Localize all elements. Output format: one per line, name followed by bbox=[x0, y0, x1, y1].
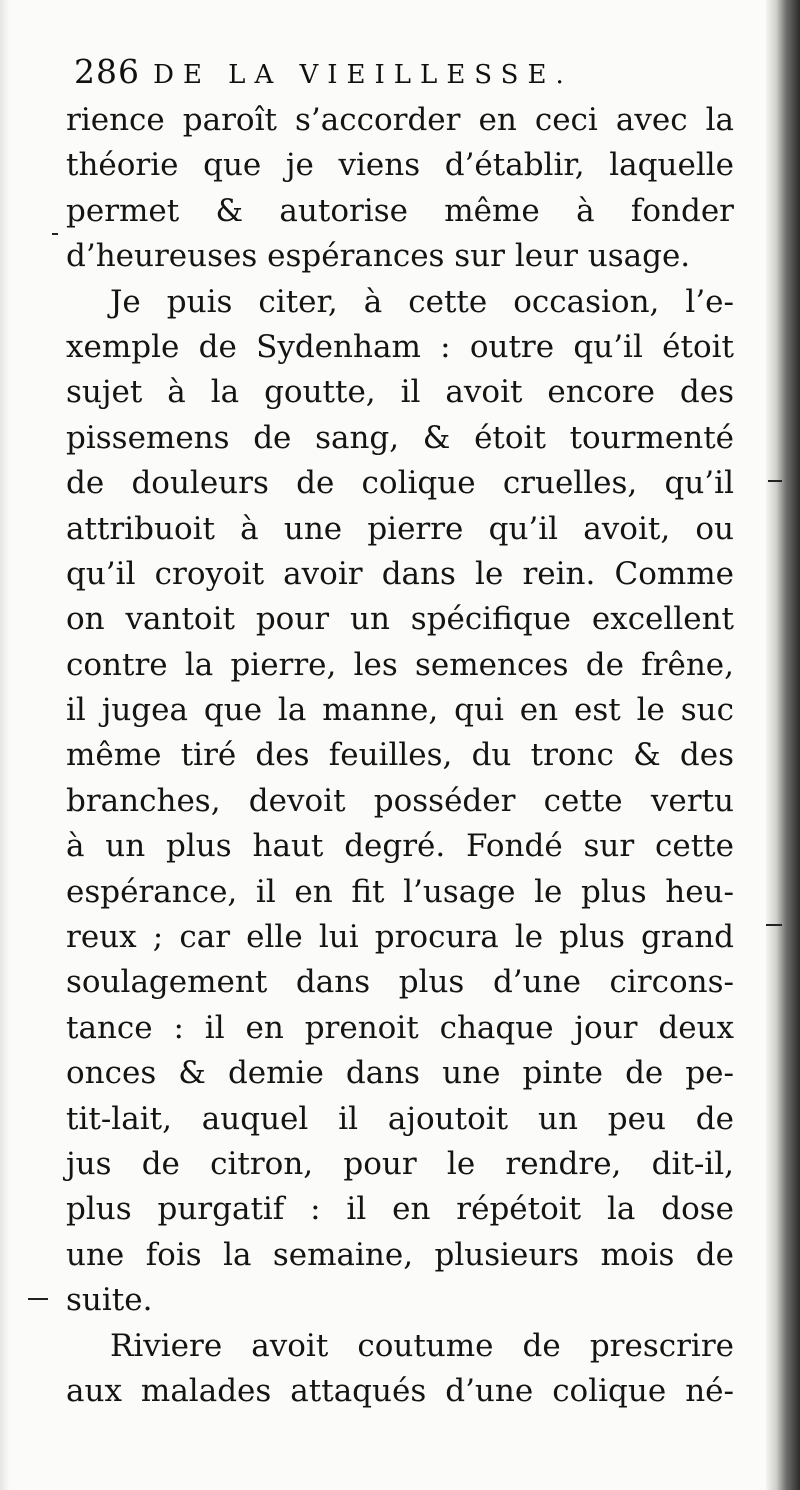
page-left-edge bbox=[0, 0, 10, 1490]
text-line: de douleurs de colique cruelles, qu’il bbox=[66, 465, 734, 502]
text-line: espérance, il en fit l’usage le plus heu- bbox=[66, 873, 734, 910]
text-line: théorie que je viens d’établir, laquelle bbox=[66, 147, 734, 184]
text-line: suite. bbox=[66, 1282, 153, 1319]
text-line: d’heureuses espérances sur leur usage. bbox=[66, 238, 691, 275]
text-line: tance : il en prenoit chaque jour deux bbox=[66, 1009, 734, 1046]
text-line: contre la pierre, les semences de frêne, bbox=[66, 646, 734, 683]
text-line: qu’il croyoit avoir dans le rein. Comme bbox=[66, 555, 734, 592]
text-line: onces & demie dans une pinte de pe- bbox=[66, 1055, 734, 1092]
text-line: pissemens de sang, & étoit tourmenté bbox=[66, 419, 734, 456]
text-line: xemple de Sydenham : outre qu’il étoit bbox=[66, 328, 734, 365]
margin-dash-left bbox=[28, 1298, 48, 1300]
text-line: tit-lait, auquel il ajoutoit un peu de bbox=[66, 1100, 734, 1137]
text-line: jus de citron, pour le rendre, dit-il, bbox=[66, 1145, 734, 1182]
text-line: il jugea que la manne, qui en est le suc bbox=[66, 692, 734, 729]
text-line: à un plus haut degré. Fondé sur cette bbox=[66, 828, 734, 865]
page-header bbox=[74, 52, 714, 92]
margin-dash-right bbox=[768, 480, 782, 482]
text-line: branches, devoit posséder cette vertu bbox=[66, 782, 734, 819]
body-text bbox=[66, 98, 734, 1414]
text-line: une fois la semaine, plusieurs mois de bbox=[66, 1236, 734, 1273]
text-line: sujet à la goutte, il avoit encore des bbox=[66, 374, 734, 411]
text-line: même tiré des feuilles, du tronc & des bbox=[66, 737, 734, 774]
text-line: Riviere avoit coutume de prescrire bbox=[110, 1327, 734, 1364]
text-line: permet & autorise même à fonder bbox=[66, 192, 734, 229]
text-line: on vantoit pour un spécifique excellent bbox=[66, 601, 734, 638]
text-line: Je puis citer, à cette occasion, l’e- bbox=[110, 283, 734, 320]
margin-dash-left bbox=[52, 233, 58, 235]
text-line: attribuoit à une pierre qu’il avoit, ou bbox=[66, 510, 734, 547]
page-right-edge-shadow bbox=[766, 0, 800, 1490]
margin-dash-right bbox=[766, 924, 782, 926]
text-line: rience paroît s’accorder en ceci avec la bbox=[66, 102, 734, 138]
text-line: aux malades attaqués d’une colique né- bbox=[66, 1372, 734, 1409]
text-line: soulagement dans plus d’une circons- bbox=[66, 964, 734, 1001]
text-line: reux ; car elle lui procura le plus grand bbox=[66, 919, 734, 956]
page-number: 286 bbox=[74, 52, 140, 91]
text-line: plus purgatif : il en répétoit la dose bbox=[66, 1191, 734, 1228]
running-head: DE LA VIEILLESSE. bbox=[153, 60, 573, 90]
